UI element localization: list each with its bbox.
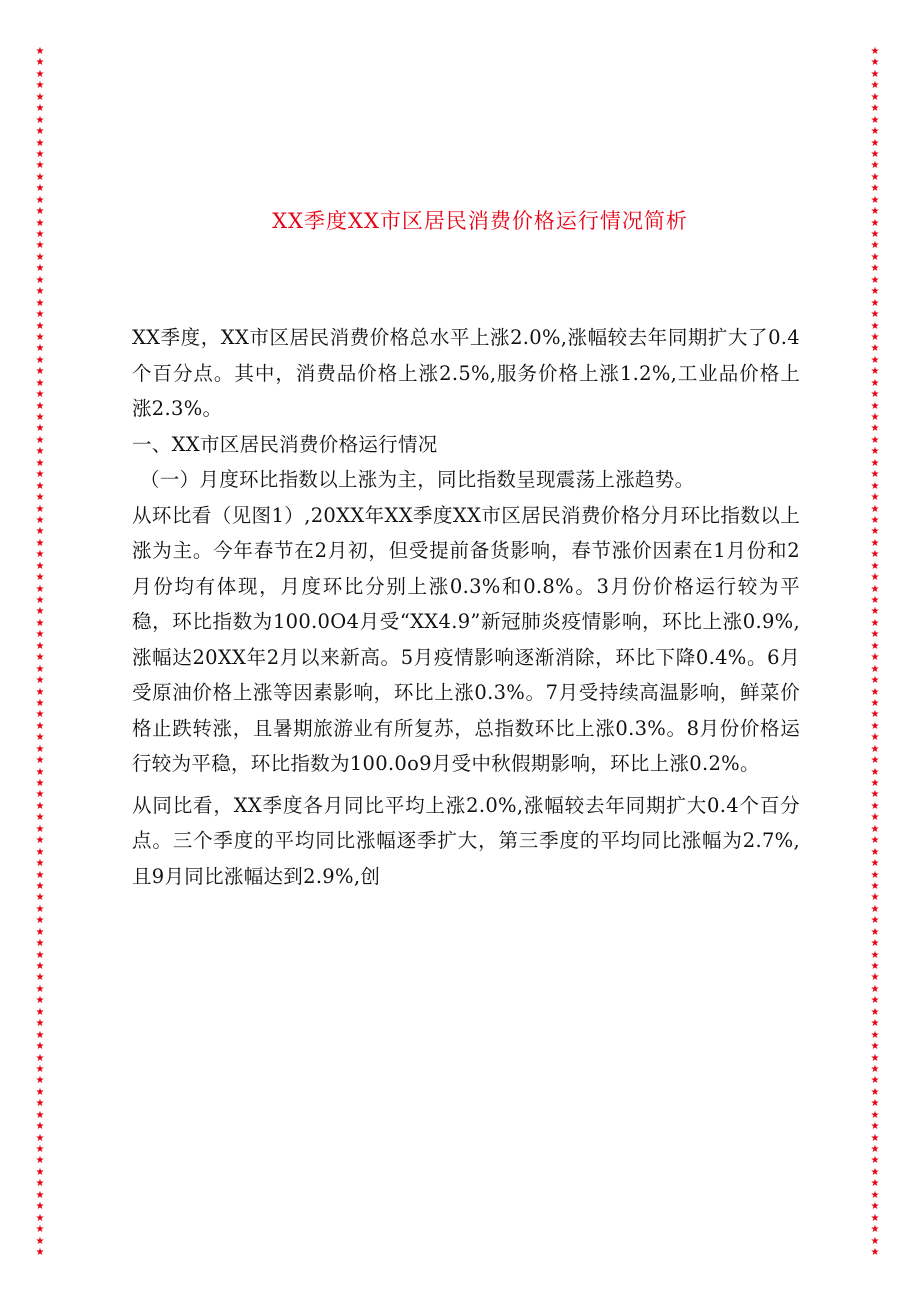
document-title: XX季度XX市区居民消费价格运行情况简析 [272, 209, 688, 233]
left-star-border: ★ ★ ★ ★ ★ ★ ★ ★ ★ ★ ★ ★ ★ ★ ★ ★ ★ ★ ★ ★ ★ ★ ★ ★ ★ ★ ★ ★ ★ ★ ★ ★ ★ ★ ★ ★ ★ ★ ★ ★ ★ ★ ★ ★ ★ ★ ★ ★ ★ ★ ★ ★ ★ ★ ★ ★ ★ ★ ★ ★ ★ ★ ★ ★ ★ ★ ★ ★ ★ ★ ★ ★ ★ ★ ★ ★ ★ ★ ★ ★ ★ ★ ★ ★ ★ ★ ★ ★ ★ ★ ★ ★ ★ ★ ★ ★ ★ ★ ★ ★ ★ ★ ★ ★ ★ ★ [35, 46, 45, 1256]
section-heading: 一、XX市区居民消费价格运行情况 [132, 432, 438, 456]
document-body [132, 320, 800, 894]
right-star-border: ★ ★ ★ ★ ★ ★ ★ ★ ★ ★ ★ ★ ★ ★ ★ ★ ★ ★ ★ ★ ★ ★ ★ ★ ★ ★ ★ ★ ★ ★ ★ ★ ★ ★ ★ ★ ★ ★ ★ ★ ★ ★ ★ ★ ★ ★ ★ ★ ★ ★ ★ ★ ★ ★ ★ ★ ★ ★ ★ ★ ★ ★ ★ ★ ★ ★ ★ ★ ★ ★ ★ ★ ★ ★ ★ ★ ★ ★ ★ ★ ★ ★ ★ ★ ★ ★ ★ ★ ★ ★ ★ ★ ★ ★ ★ ★ ★ ★ ★ ★ ★ ★ ★ ★ ★ ★ [870, 46, 880, 1256]
summary-paragraph: XX季度，XX市区居民消费价格总水平上涨2.0%,涨幅较去年同期扩大了0.4个百分点。其中，消费品价格上涨2.5%,服务价格上涨1.2%,工业品价格上涨2.3%。 [132, 326, 800, 420]
year-on-year-paragraph: 从同比看，XX季度各月同比平均上涨2.0%,涨幅较去年同期扩大0.4个百分点。三个季度的平均同比涨幅逐季扩大，第三季度的平均同比涨幅为2.7%,且9月同比涨幅达到2.9%,创 [132, 793, 800, 888]
month-on-month-paragraph: 从环比看（见图1）,20XX年XX季度XX市区居民消费价格分月环比指数以上涨为主。今年春节在2月初，但受提前备货影响，春节涨价因素在1月份和2月份均有体现，月度环比分别上涨0.3%和0.8%。3月份价格运行较为平稳，环比指数为100.0O4月受“XX4.9”新冠肺炎疫情影响，环比上涨0.9%,涨幅达20XX年2月以来新高。5月疫情影响逐渐消除，环比下降0.4%。6月受原油价格上涨等因素影响，环比上涨0.3%。7月受持续高温影响，鲜菜价格止跌转涨，且暑期旅游业有所复苏，总指数环比上涨0.3%。8月份价格运行较为平稳，环比指数为100.0o9月受中秋假期影响，环比上涨0.2%。 [132, 503, 800, 775]
subsection-heading: （一）月度环比指数以上涨为主，同比指数呈现震荡上涨趋势。 [140, 468, 695, 491]
